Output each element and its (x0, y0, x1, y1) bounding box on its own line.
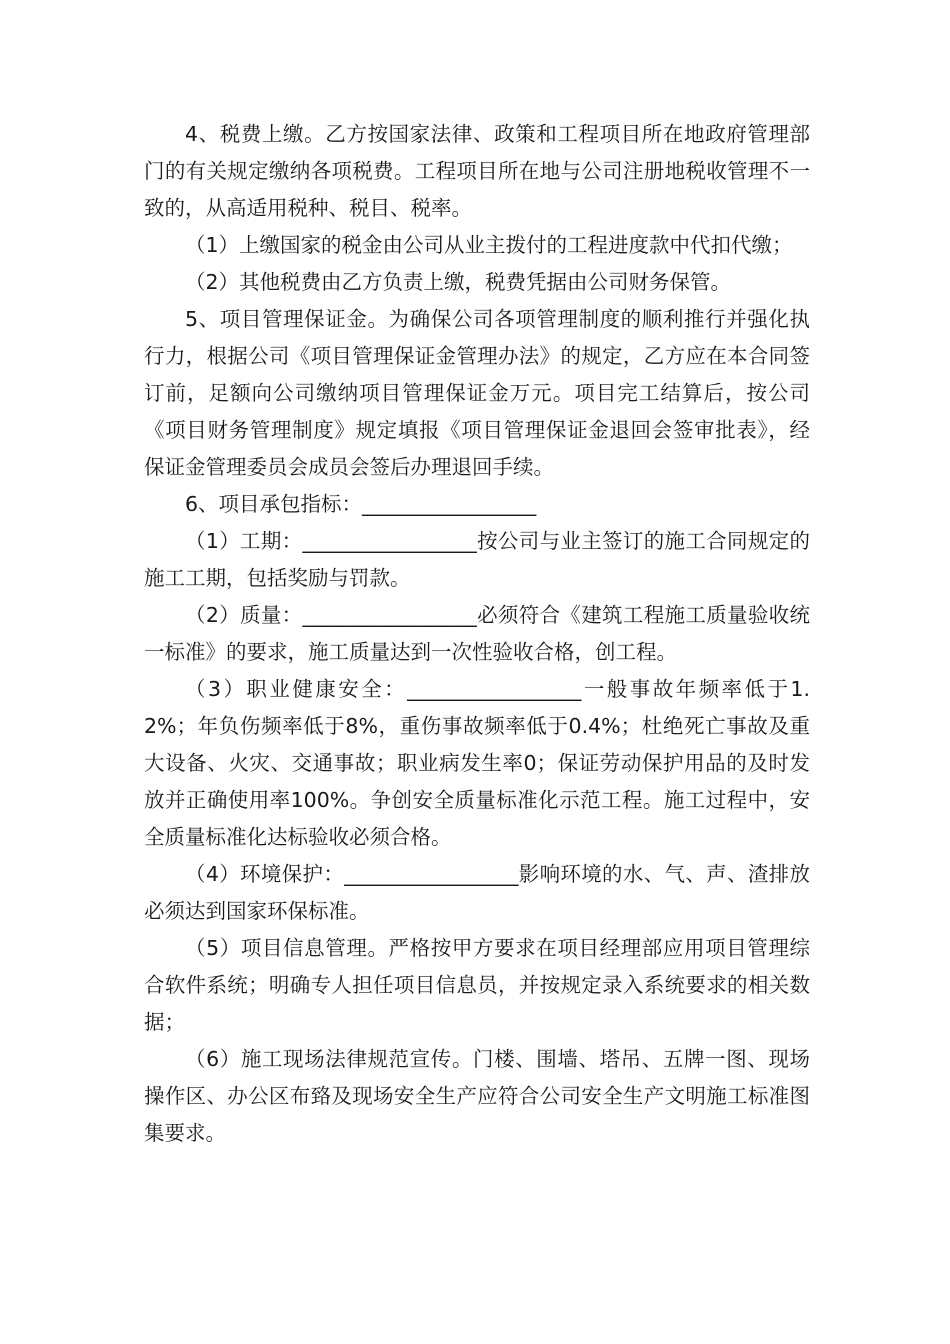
paragraph-indicator-safety: （3）职业健康安全：_________________一般事故年频率低于1.2%；年负伤频率低于8%，重伤事故频率低于0.4%；杜绝死亡事故及重大设备、火灾、交通事故；职业病发生率0；保证劳动保护用品的及时发放并正确使用率100%。争创安全质量标准化示范工程。施工过程中，安全质量标准化达标验收必须合格。 (144, 677, 810, 849)
paragraph-management-deposit: 5、项目管理保证金。为确保公司各项管理制度的顺利推行并强化执行力，根据公司《项目管理保证金管理办法》的规定，乙方应在本合同签订前，足额向公司缴纳项目管理保证金万元。项目完工结算后，按公司《项目财务管理制度》规定填报《项目管理保证金退回会签审批表》，经保证金管理委员会成员会签后办理退回手续。 (144, 307, 810, 479)
paragraph-indicator-site-promotion: （6）施工现场法律规范宣传。门楼、围墙、塔吊、五牌一图、现场操作区、办公区布臵及现场安全生产应符合公司安全生产文明施工标准图集要求。 (144, 1047, 810, 1145)
paragraph-indicator-quality: （2）质量：_________________必须符合《建筑工程施工质量验收统一标准》的要求，施工质量达到一次性验收合格，创工程。 (144, 603, 810, 664)
paragraph-indicator-environment: （4）环境保护：_________________影响环境的水、气、声、渣排放必须达到国家环保标准。 (144, 862, 810, 923)
paragraph-indicator-information: （5）项目信息管理。严格按甲方要求在项目经理部应用项目管理综合软件系统；明确专人担任项目信息员，并按规定录入系统要求的相关数据； (144, 936, 810, 1034)
paragraph-tax-payment: 4、税费上缴。乙方按国家法律、政策和工程项目所在地政府管理部门的有关规定缴纳各项税费。工程项目所在地与公司注册地税收管理不一致的，从高适用税种、税目、税率。 (144, 122, 810, 220)
paragraph-contract-indicators: 6、项目承包指标：_________________ (185, 492, 537, 516)
paragraph-tax-item-1: （1）上缴国家的税金由公司从业主拨付的工程进度款中代扣代缴； (185, 233, 793, 257)
paragraph-tax-item-2: （2）其他税费由乙方负责上缴，税费凭据由公司财务保管。 (185, 270, 732, 294)
paragraph-indicator-schedule: （1）工期：_________________按公司与业主签订的施工合同规定的施工工期，包括奖励与罚款。 (144, 529, 810, 590)
document-body (144, 116, 810, 1152)
